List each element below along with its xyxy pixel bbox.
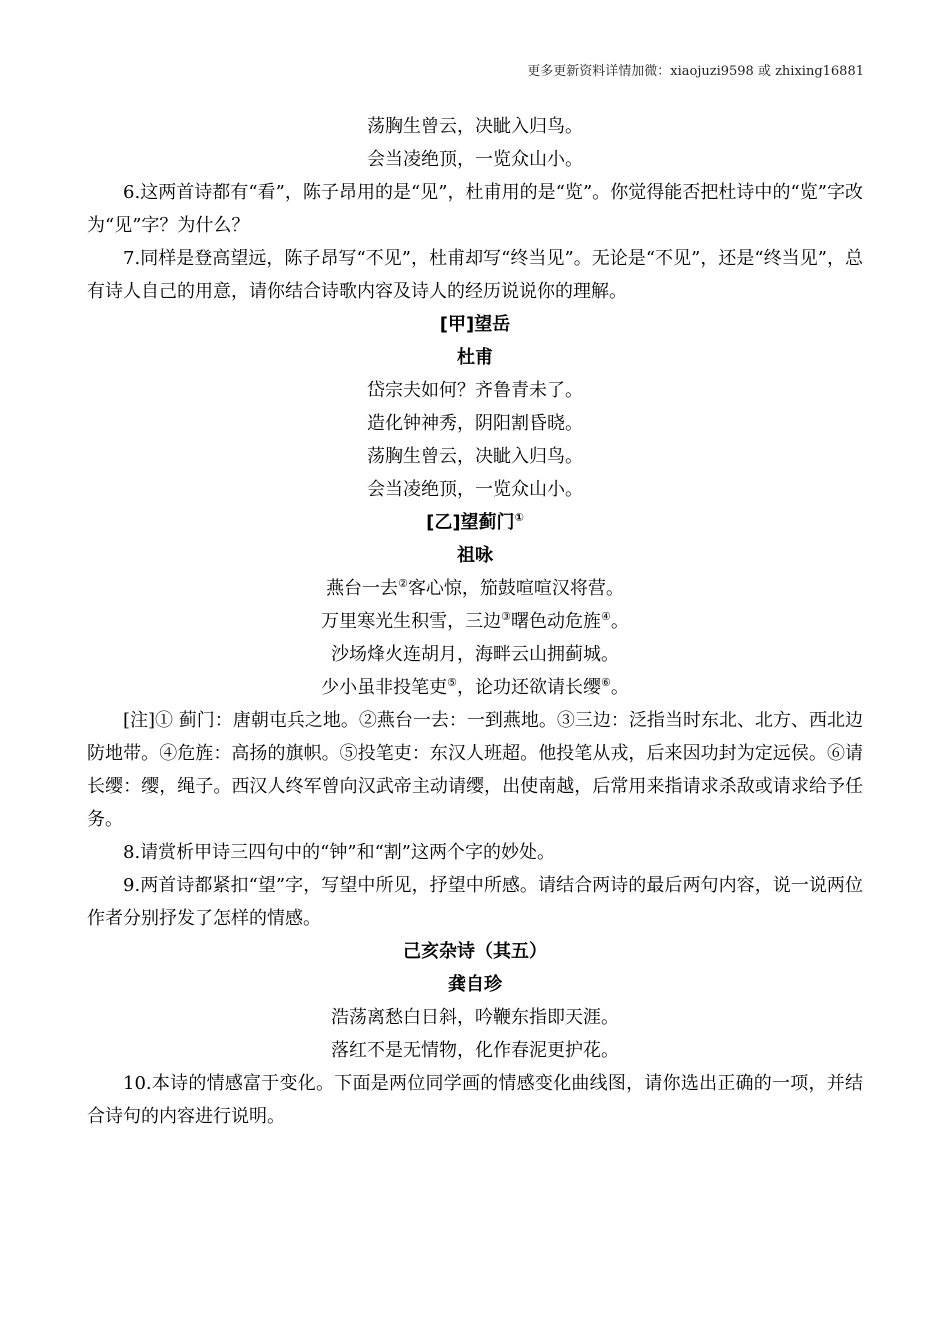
poem-text: 。 — [610, 611, 629, 632]
poem-line: 造化钟神秀，阴阳割昏晓。 — [367, 413, 583, 434]
footnote-mark: ② — [398, 577, 408, 590]
poem-line: 荡胸生曾云，决眦入归鸟。 — [367, 116, 583, 137]
question-7: 7.同样是登高望远，陈子昂写“不见”，杜甫却写“终当见”。无论是“不见”，还是“终当见”，总有诗人自己的用意，请你结合诗歌内容及诗人的经历说说你的理解。 — [87, 248, 863, 302]
poem-yi-title-text: [乙]望蓟门 — [426, 512, 515, 533]
poem-line: 落红不是无情物，化作春泥更护花。 — [331, 1040, 619, 1061]
poem-line: 会当凌绝顶，一览众山小。 — [367, 149, 583, 170]
footnote-mark: ③ — [501, 610, 511, 623]
poem-line: 会当凌绝顶，一览众山小。 — [367, 479, 583, 500]
question-9: 9.两首诗都紧扣“望”字，写望中所见，抒望中所感。请结合两诗的最后两句内容，说一说两位作者分别抒发了怎样的情感。 — [87, 875, 863, 929]
poem-line — [87, 605, 863, 638]
poem-jia-author: 杜甫 — [457, 347, 493, 368]
poem-line — [87, 671, 863, 704]
poem-text: ，论功还欲请长缨 — [457, 677, 601, 698]
poem-yi-author: 祖咏 — [457, 545, 493, 566]
poem-text: 曙色动危旌 — [511, 611, 601, 632]
poem-notes: [注]① 蓟门：唐朝屯兵之地。②燕台一去：一到燕地。③三边：泛指当时东北、北方、西北边防地带。④危旌：高扬的旗帜。⑤投笔吏：东汉人班超。他投笔从戎，后来因功封为定远侯。⑥请长缨：缨，绳子。西汉人终军曾向汉武帝主动请缨，出使南越，后常用来指请求杀敌或请求给予任务。 — [87, 710, 863, 830]
poem-line — [87, 638, 863, 671]
poem-text: 客心惊，笳鼓喧喧汉将营。 — [407, 578, 624, 599]
question-10: 10.本诗的情感富于变化。下面是两位同学画的情感变化曲线图，请你选出正确的一项，并结合诗句的内容进行说明。 — [87, 1073, 863, 1127]
footnote-mark: ① — [514, 511, 524, 524]
question-8: 8.请赏析甲诗三四句中的“钟”和“割”这两个字的妙处。 — [123, 842, 555, 863]
page-header: 更多更新资料详情加微：xiaojuzi9598 或 zhixing16881 — [527, 64, 864, 79]
poem-yi-title — [87, 506, 863, 539]
poem-line: 荡胸生曾云，决眦入归鸟。 — [367, 446, 583, 467]
poem-bing-author: 龚自珍 — [448, 974, 502, 995]
poem-text: 万里寒光生积雪，三边 — [321, 611, 502, 632]
question-6: 6.这两首诗都有“看”，陈子昂用的是“见”，杜甫用的是“览”。你觉得能否把杜诗中的“览”字改为“见”字？为什么？ — [87, 182, 863, 236]
poem-text: 。 — [610, 677, 629, 698]
poem-text: 沙场烽火连胡月，海畔云山拥蓟城。 — [331, 644, 619, 665]
poem-jia-title: [甲]望岳 — [439, 314, 511, 335]
poem-text: 燕台一去 — [326, 578, 399, 599]
footnote-mark: ⑥ — [601, 676, 611, 689]
document-body — [87, 110, 863, 1133]
poem-line: 浩荡离愁白日斜，吟鞭东指即天涯。 — [331, 1007, 619, 1028]
poem-line: 岱宗夫如何？齐鲁青未了。 — [367, 380, 583, 401]
poem-bing-title: 己亥杂诗（其五） — [403, 941, 547, 962]
poem-text: 少小虽非投笔吏 — [321, 677, 448, 698]
poem-line — [87, 572, 863, 605]
footnote-mark: ④ — [601, 610, 611, 623]
footnote-mark: ⑤ — [447, 676, 457, 689]
